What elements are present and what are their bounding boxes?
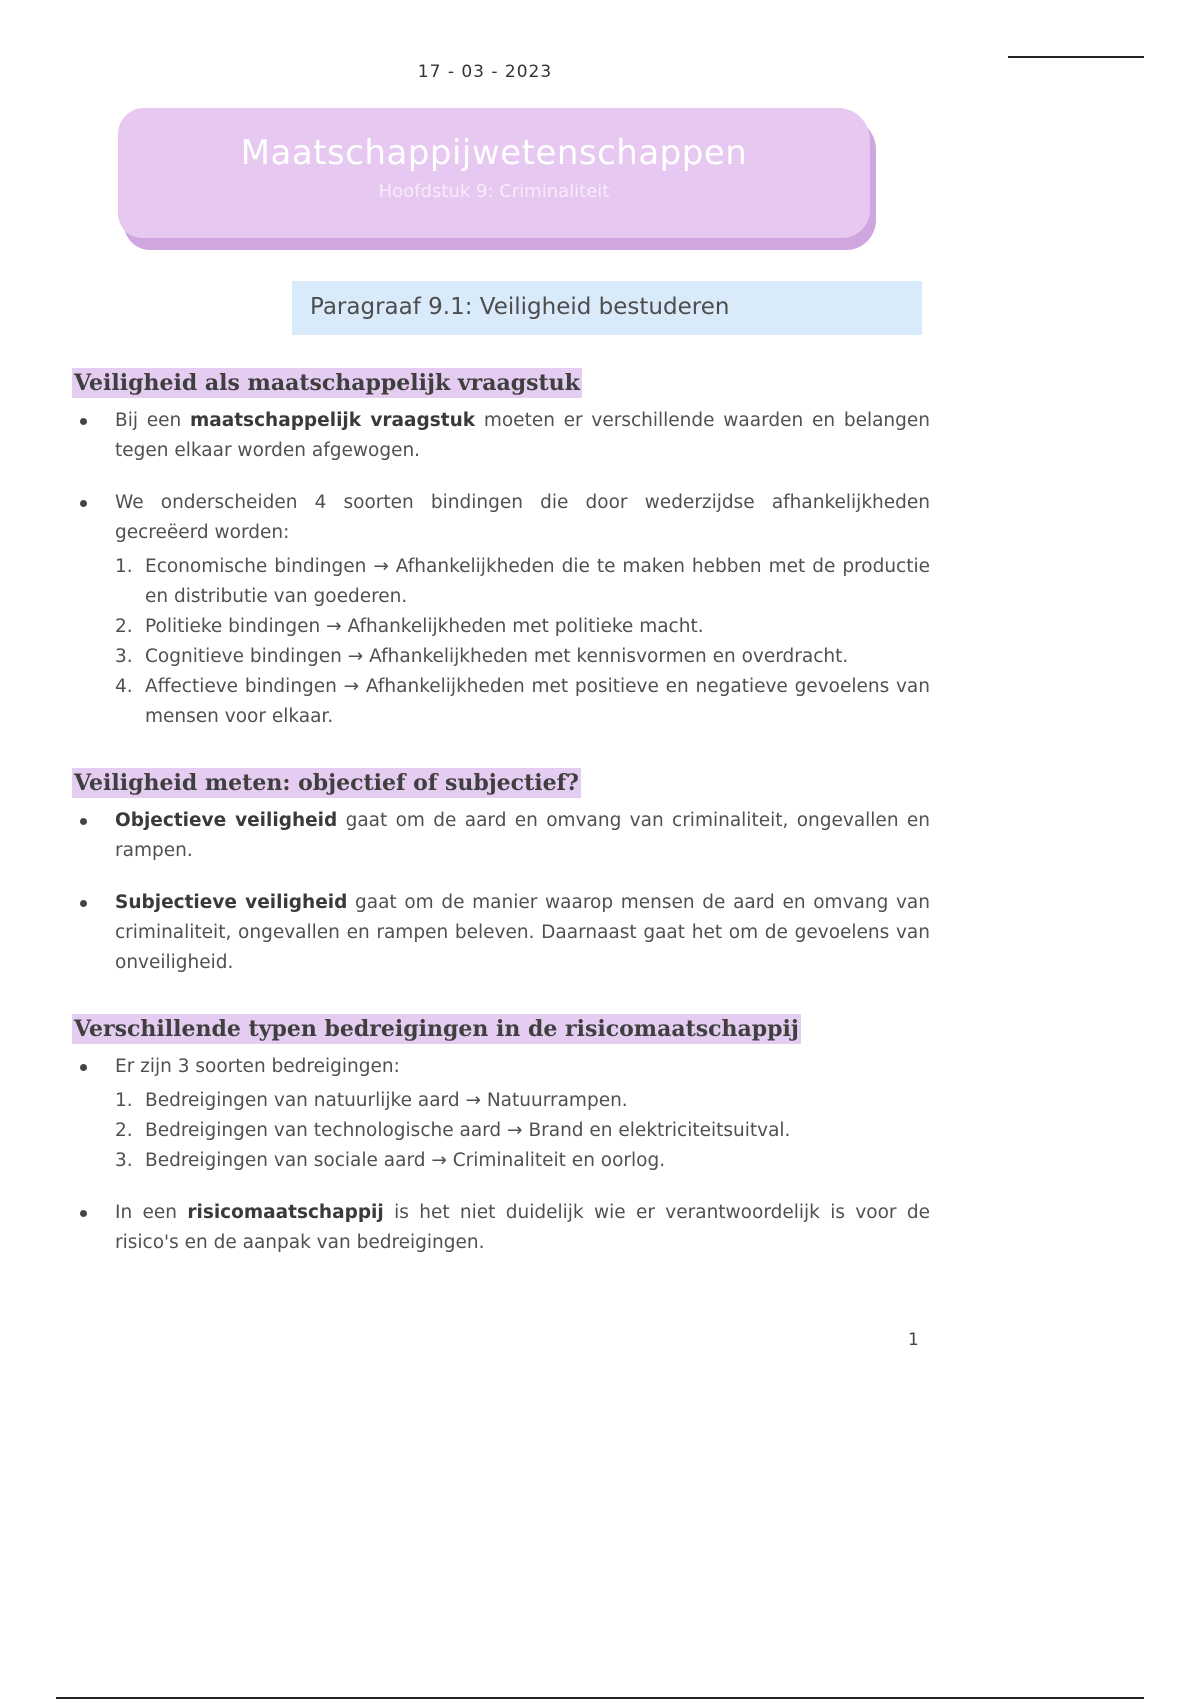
numbered-item: 3. Bedreigingen van sociale aard → Criminaliteit en oorlog.	[115, 1150, 666, 1171]
section-heading: Veiligheid meten: objectief of subjectief?	[74, 770, 579, 796]
document-date: 17 - 03 - 2023	[417, 62, 553, 82]
section-bedreigingen	[72, 1014, 930, 1258]
page-title: Maatschappijwetenschappen	[240, 133, 748, 173]
page-subtitle: Hoofdstuk 9: Criminaliteit	[378, 181, 610, 202]
bullet-list	[72, 406, 930, 732]
bullet-item: In een risicomaatschappij is het niet duidelijk wie er verantwoordelijk is voor de risico's en de aanpak van bedreigingen.	[72, 1198, 930, 1258]
bullet-item: Bij een maatschappelijk vraagstuk moeten er verschillende waarden en belangen tegen elkaar worden afgewogen.	[72, 406, 930, 466]
section-heading: Verschillende typen bedreigingen in de risicomaatschappij	[74, 1016, 799, 1042]
bold-term: Objectieve veiligheid	[115, 810, 338, 831]
bold-term: risicomaatschappij	[187, 1202, 384, 1223]
bullet-item: Er zijn 3 soorten bedreigingen: 1. Bedreigingen van natuurlijke aard → Natuurrampen. 2. Bedreigingen van technologische aard → Brand en elektriciteitsuitval. 3. Bedreigingen van sociale aard → Criminaliteit en oorlog.	[72, 1052, 930, 1176]
numbered-item: 3. Cognitieve bindingen → Afhankelijkheden met kennisvormen en overdracht.	[115, 646, 849, 667]
numbered-list	[115, 552, 930, 732]
bullet-item: Subjectieve veiligheid gaat om de manier waarop mensen de aard en omvang van criminaliteit, ongevallen en rampen beleven. Daarnaast gaat het om de gevoelens van onveiligheid.	[72, 888, 930, 978]
section-veiligheid-meten	[72, 768, 930, 978]
numbered-item: 1. Bedreigingen van natuurlijke aard → Natuurrampen.	[115, 1090, 628, 1111]
title-banner	[118, 108, 870, 238]
bottom-rule	[56, 1697, 1144, 1699]
numbered-item: 1. Economische bindingen → Afhankelijkheden die te maken hebben met de productie en distributie van goederen.	[115, 556, 930, 607]
bullet-list	[72, 1052, 930, 1258]
bold-term: maatschappelijk vraagstuk	[189, 410, 476, 431]
numbered-list	[115, 1086, 930, 1176]
numbered-item: 4. Affectieve bindingen → Afhankelijkheden met positieve en negatieve gevoelens van mensen voor elkaar.	[115, 676, 930, 727]
document-body	[72, 368, 930, 1258]
paragraph-title: Paragraaf 9.1: Veiligheid bestuderen	[292, 281, 922, 335]
section-heading: Veiligheid als maatschappelijk vraagstuk	[74, 370, 580, 396]
page-number: 1	[908, 1330, 919, 1350]
bullet-item: Objectieve veiligheid gaat om de aard en omvang van criminaliteit, ongevallen en rampen.	[72, 806, 930, 866]
numbered-item: 2. Politieke bindingen → Afhankelijkheden met politieke macht.	[115, 616, 704, 637]
top-rule	[1008, 56, 1144, 58]
bullet-list	[72, 806, 930, 978]
numbered-item: 2. Bedreigingen van technologische aard → Brand en elektriciteitsuitval.	[115, 1120, 791, 1141]
section-veiligheid-vraagstuk	[72, 368, 930, 732]
bullet-item: We onderscheiden 4 soorten bindingen die door wederzijdse afhankelijkheden gecreëerd worden: 1. Economische bindingen → Afhankelijkheden die te maken hebben met de productie en distributie van goederen. 2. Politieke bindingen → Afhankelijkheden met politieke macht. 3. Cognitieve bindingen → Afhankelijkheden met kennisvormen en overdracht. 4. Affectieve bindingen → Afhankelijkheden met positieve en negatieve gevoelens van mensen voor elkaar.	[72, 488, 930, 732]
bold-term: Subjectieve veiligheid	[115, 892, 348, 913]
